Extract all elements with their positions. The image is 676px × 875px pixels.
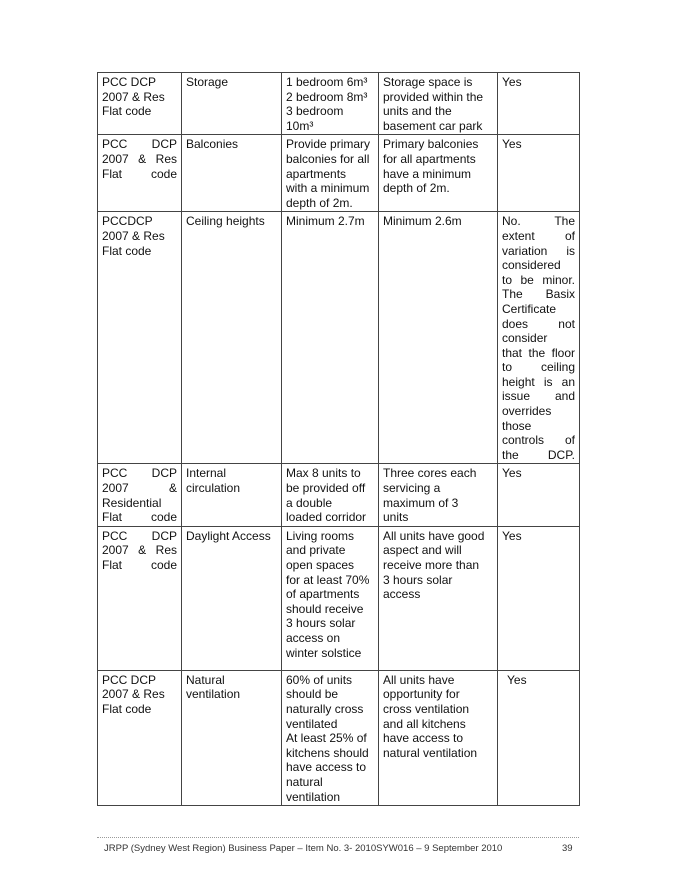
compliance-cell: Yes: [498, 526, 580, 670]
compliance-cell: No. The extent of variation is considered to be minor. The Basix Certificate does not consider that the floor to ceiling height is an issue and overrides those controls of the DCP.: [498, 212, 580, 464]
table-row: [98, 464, 580, 526]
table-row: [98, 670, 580, 805]
proposal-cell: Three cores each servicing a maximum of 3 units: [379, 464, 498, 526]
requirement-cell: Max 8 units to be provided off a double loaded corridor: [282, 464, 379, 526]
requirement-cell: Minimum 2.7m: [282, 212, 379, 464]
requirement-cell: Living rooms and private open spaces for at least 70% of apartments should receive 3 hours solar access on winter solstice: [282, 526, 379, 670]
topic-cell: Ceiling heights: [182, 212, 282, 464]
table-row: [98, 526, 580, 670]
footer-text: JRPP (Sydney West Region) Business Paper – Item No. 3- 2010SYW016 – 9 September 2010: [104, 843, 503, 854]
control-cell: PCC DCP 2007 & Res Flat code: [98, 670, 182, 805]
control-cell: PCCDCP 2007 & Res Flat code: [98, 212, 182, 464]
footer-divider: [97, 837, 579, 838]
topic-cell: Balconies: [182, 135, 282, 212]
table-row: [98, 135, 580, 212]
compliance-cell: Yes: [498, 135, 580, 212]
compliance-cell: Yes: [498, 73, 580, 135]
control-cell: PCC DCP 2007 & Res Flat code: [98, 135, 182, 212]
control-cell: PCC DCP 2007 & Res Flat code: [98, 73, 182, 135]
requirement-cell: 60% of units should be naturally cross ventilated At least 25% of kitchens should have access to natural ventilation: [282, 670, 379, 805]
topic-cell: Internal circulation: [182, 464, 282, 526]
topic-cell: Storage: [182, 73, 282, 135]
topic-cell: Natural ventilation: [182, 670, 282, 805]
proposal-cell: All units have opportunity for cross ventilation and all kitchens have access to natural ventilation: [379, 670, 498, 805]
control-cell: PCC DCP 2007 & Res Flat code: [98, 526, 182, 670]
compliance-cell: Yes: [498, 670, 580, 805]
proposal-cell: All units have good aspect and will receive more than 3 hours solar access: [379, 526, 498, 670]
table-row: [98, 73, 580, 135]
proposal-cell: Storage space is provided within the units and the basement car park: [379, 73, 498, 135]
requirement-cell: Provide primary balconies for all apartments with a minimum depth of 2m.: [282, 135, 379, 212]
compliance-table: [97, 72, 580, 806]
proposal-cell: Primary balconies for all apartments have a minimum depth of 2m.: [379, 135, 498, 212]
topic-cell: Daylight Access: [182, 526, 282, 670]
page-number: 39: [562, 843, 573, 854]
compliance-cell: Yes: [498, 464, 580, 526]
proposal-cell: Minimum 2.6m: [379, 212, 498, 464]
requirement-cell: 1 bedroom 6m³ 2 bedroom 8m³ 3 bedroom 10m³: [282, 73, 379, 135]
table-row: [98, 212, 580, 464]
control-cell: PCC DCP 2007 & Residential Flat code: [98, 464, 182, 526]
